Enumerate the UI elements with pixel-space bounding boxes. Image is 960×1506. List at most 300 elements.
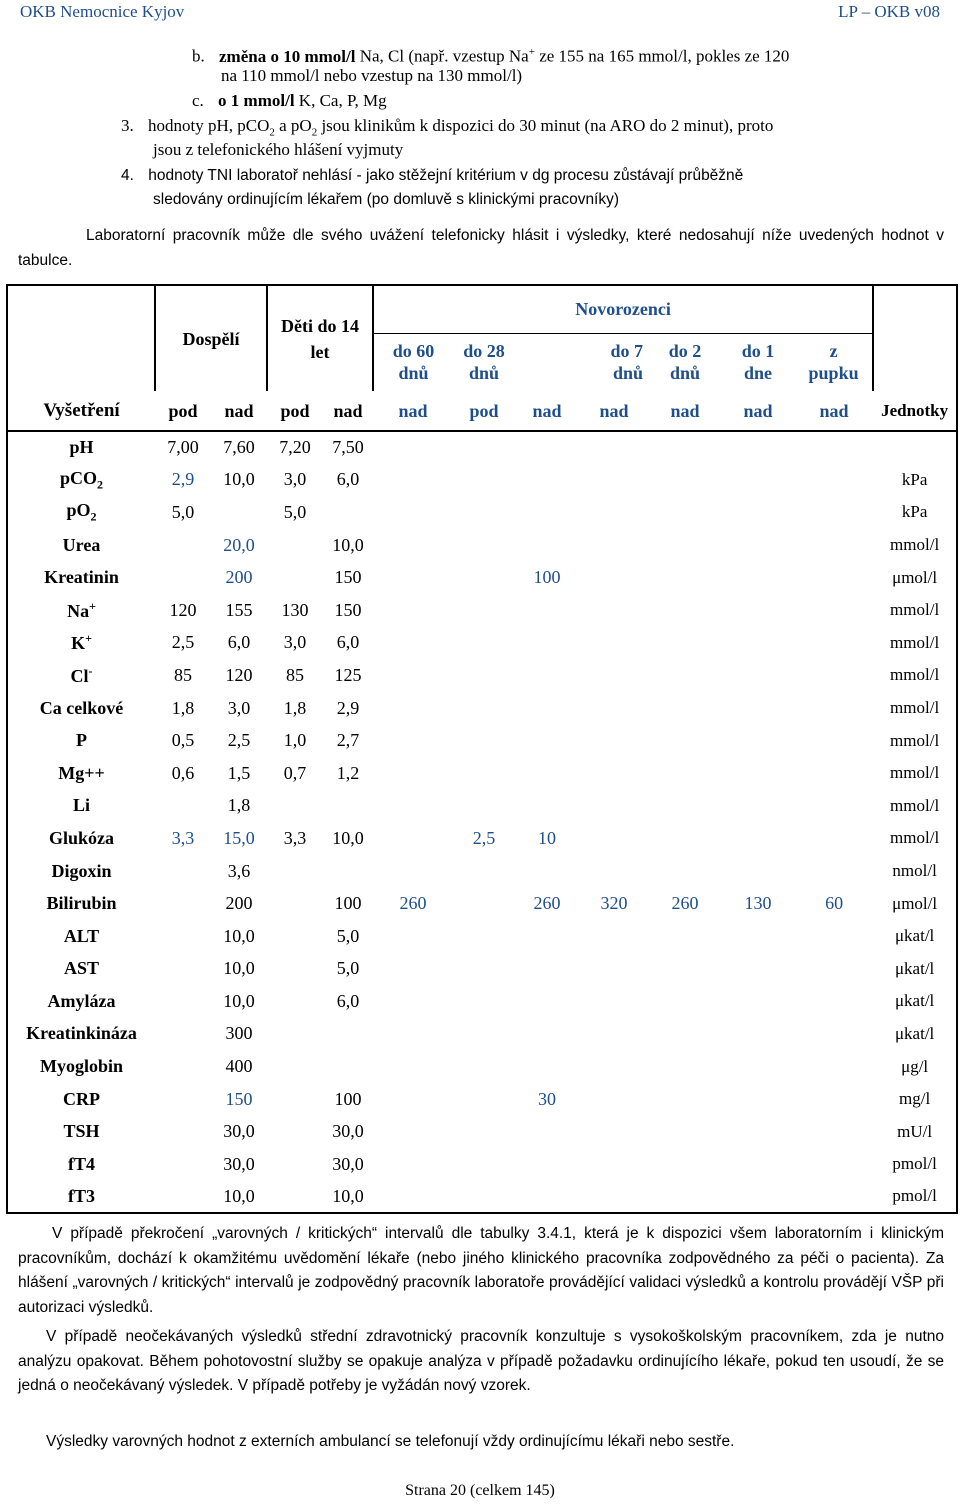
value-cell — [515, 594, 579, 627]
value-cell — [155, 887, 211, 920]
value-cell — [649, 790, 721, 823]
value-cell — [579, 757, 649, 790]
value-cell — [579, 529, 649, 562]
value-cell — [373, 627, 453, 660]
value-cell — [721, 724, 795, 757]
value-cell — [373, 855, 453, 888]
value-cell — [721, 561, 795, 594]
value-cell — [579, 1181, 649, 1214]
value-cell — [373, 1050, 453, 1083]
exam-name: Kreatinkináza — [7, 1018, 155, 1051]
value-cell — [373, 594, 453, 627]
header-do-28 — [453, 333, 515, 391]
value-cell: 10,0 — [223, 925, 255, 946]
value-cell — [721, 1018, 795, 1051]
header-newborns: Novorozenci — [373, 285, 873, 333]
value-cell: 30 — [538, 1088, 557, 1109]
value-cell: 1,0 — [283, 730, 307, 751]
value-cell — [721, 790, 795, 823]
value-cell — [373, 1083, 453, 1116]
unit-cell: mmol/l — [873, 692, 957, 725]
value-cell: 5,0 — [171, 501, 195, 522]
exam-name: Cl- — [7, 659, 155, 692]
exam-name: P — [7, 724, 155, 757]
value-cell — [795, 496, 873, 529]
col-head: nad — [795, 391, 873, 431]
value-cell: 120 — [169, 599, 197, 620]
unit-cell: pmol/l — [873, 1148, 957, 1181]
value-cell — [267, 1181, 323, 1214]
header-sub-label: do 1 dne — [741, 341, 775, 384]
value-cell: 1,2 — [336, 762, 360, 783]
value-cell — [649, 627, 721, 660]
value-cell — [155, 529, 211, 562]
col-head: nad — [579, 391, 649, 431]
value-cell — [453, 1018, 515, 1051]
paragraph-unexpected: V případě neočekávaných výsledků střední zdravotnický pracovník konzultuje s vysokoškolským pracovníkem, zda je nutno analýzu opakovat. Během pohotovostní služby se opakuje analýza v případě požadavku ordinujícího lékaře, pokud ten usoudí, že se jedná o neočekávaný výsledek. V případě potřeby je vyžádán nový vzorek. — [18, 1328, 944, 1395]
unit-cell: mmol/l — [873, 724, 957, 757]
value-cell — [649, 529, 721, 562]
unit-cell: μkat/l — [873, 985, 957, 1018]
value-cell — [453, 692, 515, 725]
value-cell — [795, 790, 873, 823]
value-cell — [267, 790, 323, 823]
unit-cell: mU/l — [873, 1115, 957, 1148]
list-text: Na, Cl (např. vzestup Na — [355, 46, 529, 66]
value-cell — [649, 496, 721, 529]
value-cell — [155, 790, 211, 823]
value-cell — [267, 887, 323, 920]
value-cell — [649, 1018, 721, 1051]
list-label: c. — [192, 91, 204, 110]
exam-name: $pO_2$ — [7, 496, 155, 529]
value-cell — [721, 855, 795, 888]
value-cell: 10,0 — [223, 469, 255, 490]
value-cell — [453, 920, 515, 953]
value-cell — [795, 692, 873, 725]
value-cell — [579, 561, 649, 594]
value-cell — [515, 790, 579, 823]
exam-name: fT3 — [7, 1181, 155, 1214]
value-cell: 5,0 — [336, 958, 360, 979]
value-cell: 130 — [744, 893, 772, 914]
value-cell: 3,6 — [227, 860, 251, 881]
value-cell — [373, 953, 453, 986]
paragraph-external: Výsledky varovných hodnot z externích ambulancí se telefonují vždy ordinujícímu lékaři nebo sestře. — [46, 1433, 735, 1450]
value-cell — [579, 594, 649, 627]
value-cell — [155, 561, 211, 594]
value-cell — [721, 985, 795, 1018]
value-cell — [649, 1115, 721, 1148]
value-cell — [267, 1115, 323, 1148]
unit-cell: pmol/l — [873, 1181, 957, 1214]
value-cell — [155, 985, 211, 1018]
value-cell: 30,0 — [332, 1153, 364, 1174]
exam-name: Bilirubin — [7, 887, 155, 920]
value-cell — [373, 1148, 453, 1181]
value-cell — [721, 659, 795, 692]
list-label: 4. — [121, 167, 134, 184]
value-cell — [721, 1148, 795, 1181]
value-cell — [267, 529, 323, 562]
value-cell — [795, 724, 873, 757]
header-sub-label: do 28 dnů — [463, 341, 505, 384]
value-cell — [373, 790, 453, 823]
value-cell — [579, 659, 649, 692]
table-row — [7, 431, 957, 464]
value-cell — [795, 920, 873, 953]
value-cell — [795, 561, 873, 594]
value-cell — [453, 496, 515, 529]
value-cell — [515, 464, 579, 497]
value-cell — [515, 1115, 579, 1148]
col-head: pod — [453, 391, 515, 431]
table-row — [7, 920, 957, 953]
value-cell — [453, 757, 515, 790]
value-cell — [453, 887, 515, 920]
value-cell: 7,60 — [223, 437, 255, 458]
table-row — [7, 496, 957, 529]
value-cell: 30,0 — [223, 1121, 255, 1142]
header-left: OKB Nemocnice Kyjov — [20, 2, 185, 21]
value-cell: 6,0 — [336, 469, 360, 490]
value-cell — [373, 985, 453, 1018]
value-cell: 6,0 — [227, 632, 251, 653]
value-cell — [515, 855, 579, 888]
value-cell: 2,9 — [171, 469, 195, 490]
value-cell — [579, 855, 649, 888]
exam-name: Li — [7, 790, 155, 823]
value-cell — [453, 1148, 515, 1181]
list-text: a pO — [274, 116, 312, 135]
exam-name: AST — [7, 953, 155, 986]
list-label: 3. — [121, 116, 134, 135]
value-cell: 2,9 — [336, 697, 360, 718]
value-cell: 100 — [334, 893, 362, 914]
value-cell: 100 — [334, 1088, 362, 1109]
value-cell — [649, 1148, 721, 1181]
value-cell — [721, 464, 795, 497]
value-cell — [373, 920, 453, 953]
value-cell: 200 — [225, 567, 253, 588]
exam-name: Kreatinin — [7, 561, 155, 594]
table-row — [7, 692, 957, 725]
value-cell: 60 — [825, 893, 844, 914]
value-cell — [515, 1050, 579, 1083]
col-head: pod — [267, 391, 323, 431]
value-cell: 10,0 — [211, 1181, 267, 1214]
value-cell: 3,0 — [283, 469, 307, 490]
list-item-4-cont: sledovány ordinujícím lékařem (po domluvě s klinickými pracovníky) — [153, 191, 620, 208]
value-cell: 1,8 — [283, 697, 307, 718]
value-cell — [515, 1148, 579, 1181]
value-cell: 3,0 — [227, 697, 251, 718]
unit-cell: mmol/l — [873, 627, 957, 660]
value-cell — [649, 594, 721, 627]
value-cell — [649, 659, 721, 692]
value-cell — [373, 822, 453, 855]
value-cell — [453, 724, 515, 757]
exam-name: Mg++ — [7, 757, 155, 790]
list-text: jsou klinikům k dispozici do 30 minut (na ARO do 2 minut), proto — [317, 116, 774, 135]
value-cell — [795, 985, 873, 1018]
value-cell — [515, 724, 579, 757]
value-cell — [579, 431, 649, 464]
unit-cell: μkat/l — [873, 953, 957, 986]
value-cell — [453, 561, 515, 594]
value-cell: 120 — [225, 664, 253, 685]
value-cell: 260 — [533, 893, 561, 914]
table-row — [7, 724, 957, 757]
value-cell — [721, 1050, 795, 1083]
header-do-7 — [515, 333, 649, 391]
value-cell — [515, 659, 579, 692]
value-cell: 10,0 — [332, 827, 364, 848]
value-cell — [649, 692, 721, 725]
list-item-3-cont: jsou z telefonického hlášení vyjmuty — [153, 140, 404, 159]
exam-name: Urea — [7, 529, 155, 562]
value-cell — [579, 464, 649, 497]
value-cell — [373, 561, 453, 594]
value-cell — [515, 496, 579, 529]
unit-cell: mmol/l — [873, 529, 957, 562]
value-cell — [721, 822, 795, 855]
value-cell — [795, 431, 873, 464]
value-cell — [649, 561, 721, 594]
col-head: nad — [721, 391, 795, 431]
value-cell — [515, 431, 579, 464]
value-cell — [579, 627, 649, 660]
value-cell — [721, 496, 795, 529]
value-cell: 260 — [399, 893, 427, 914]
col-head: nad — [323, 391, 373, 431]
value-cell: 400 — [225, 1056, 253, 1077]
value-cell — [453, 953, 515, 986]
value-cell — [795, 1148, 873, 1181]
value-cell — [373, 757, 453, 790]
header-children — [267, 285, 373, 391]
value-cell — [795, 627, 873, 660]
unit-cell: kPa — [873, 464, 957, 497]
exam-name: K+ — [7, 627, 155, 660]
list-bold: změna o 10 mmol/l — [219, 46, 356, 66]
value-cell: 7,50 — [332, 437, 364, 458]
value-cell: 125 — [334, 664, 362, 685]
header-do-1 — [721, 333, 795, 391]
list-item-b-cont: na 110 mmol/l nebo vzestup na 130 mmol/l) — [221, 66, 523, 85]
exam-name: ALT — [7, 920, 155, 953]
table-row — [7, 1148, 957, 1181]
value-cell — [649, 855, 721, 888]
col-head: pod — [155, 391, 211, 431]
value-cell — [649, 1181, 721, 1214]
unit-cell: μkat/l — [873, 1018, 957, 1051]
header-sub-label: do 2 dnů — [668, 341, 702, 384]
value-cell: 2,5 — [171, 632, 195, 653]
value-cell — [579, 790, 649, 823]
value-cell — [795, 855, 873, 888]
value-cell — [453, 594, 515, 627]
value-cell — [323, 790, 373, 823]
unit-cell — [873, 431, 957, 464]
value-cell — [721, 431, 795, 464]
value-cell: 2,5 — [472, 827, 496, 848]
list-item-c — [192, 89, 387, 113]
value-cell — [649, 431, 721, 464]
value-cell — [373, 496, 453, 529]
value-cell — [323, 1018, 373, 1051]
value-cell: 300 — [225, 1023, 253, 1044]
value-cell — [649, 757, 721, 790]
value-cell — [795, 953, 873, 986]
table-row — [7, 1181, 957, 1214]
column-header-row — [7, 391, 957, 431]
value-cell: 200 — [225, 893, 253, 914]
value-cell — [211, 496, 267, 529]
value-cell — [155, 855, 211, 888]
header-empty — [873, 285, 957, 391]
value-cell — [795, 464, 873, 497]
exam-name: Glukóza — [7, 822, 155, 855]
value-cell — [267, 1050, 323, 1083]
value-cell: 10,0 — [332, 534, 364, 555]
value-cell — [453, 659, 515, 692]
value-cell — [323, 855, 373, 888]
unit-cell: μkat/l — [873, 920, 957, 953]
list-text: K, Ca, P, Mg — [294, 91, 387, 110]
paragraph-warning: V případě překročení „varovných / kritických“ intervalů dle tabulky 3.4.1, která je k dispozici všem laboratorním i klinickým pracovníkům, dochází k okamžitému uvědomění lékaře (nebo jiného klinického pracovníka zodpovědného za péči o pacienta). Za hlášení „varovných / kritických“ intervalů je zodpovědný pracovník laboratoře provádějící validaci výsledků a kontrolu provádějí VŠP při autorizaci výsledků. — [18, 1225, 944, 1316]
header-children-label: Děti do 14 let — [281, 315, 360, 362]
value-cell — [373, 1115, 453, 1148]
value-cell — [721, 1083, 795, 1116]
exam-name: pCO$_2$ — [7, 464, 155, 497]
value-cell — [795, 659, 873, 692]
value-cell — [323, 496, 373, 529]
value-cell — [155, 1083, 211, 1116]
value-cell — [795, 529, 873, 562]
table-row — [7, 1050, 957, 1083]
intro-paragraph: Laboratorní pracovník může dle svého uvážení telefonicky hlásit i výsledky, které nedosahují níže uvedených hodnot v tabulce. — [18, 227, 944, 269]
value-cell — [373, 724, 453, 757]
value-cell — [155, 920, 211, 953]
table-row — [7, 1018, 957, 1051]
value-cell: 10,0 — [323, 1181, 373, 1214]
value-cell — [453, 627, 515, 660]
value-cell — [649, 1083, 721, 1116]
value-cell: 1,8 — [171, 697, 195, 718]
table-row — [7, 985, 957, 1018]
value-cell — [453, 1050, 515, 1083]
value-cell — [649, 724, 721, 757]
value-cell: 6,0 — [336, 990, 360, 1011]
header-adults: Dospělí — [155, 285, 267, 391]
value-cell — [721, 1115, 795, 1148]
header-sub-label: do 60 dnů — [392, 341, 435, 384]
value-cell — [649, 822, 721, 855]
value-cell — [795, 1050, 873, 1083]
value-cell — [579, 1083, 649, 1116]
value-cell — [795, 594, 873, 627]
value-cell — [267, 1083, 323, 1116]
exam-name: CRP — [7, 1083, 155, 1116]
value-cell: 320 — [600, 893, 628, 914]
value-cell — [579, 692, 649, 725]
value-cell: 155 — [225, 599, 253, 620]
value-cell: 0,7 — [283, 762, 307, 783]
value-cell — [579, 920, 649, 953]
list-label: b. — [192, 46, 205, 66]
value-cell — [795, 1181, 873, 1214]
value-cell — [721, 1181, 795, 1214]
value-cell — [323, 1050, 373, 1083]
value-cell — [515, 627, 579, 660]
col-head: nad — [515, 391, 579, 431]
value-cell: 3,3 — [283, 827, 307, 848]
exam-name: fT4 — [7, 1148, 155, 1181]
unit-cell: mmol/l — [873, 659, 957, 692]
value-cell — [579, 1050, 649, 1083]
value-cell — [267, 561, 323, 594]
list-sub: 2 — [269, 126, 275, 139]
value-cell: 7,00 — [167, 437, 199, 458]
value-cell — [579, 985, 649, 1018]
header-right: LP – OKB v08 — [838, 2, 940, 21]
unit-cell: mmol/l — [873, 822, 957, 855]
value-cell — [515, 920, 579, 953]
value-cell: 0,6 — [171, 762, 195, 783]
value-cell — [267, 1018, 323, 1051]
unit-cell: mmol/l — [873, 594, 957, 627]
table-row — [7, 822, 957, 855]
value-cell: 0,5 — [171, 730, 195, 751]
value-cell — [515, 985, 579, 1018]
value-cell — [373, 1181, 453, 1214]
value-cell: 150 — [334, 567, 362, 588]
header-sub-label: do 7 dnů — [610, 341, 644, 384]
value-cell: 3,0 — [283, 632, 307, 653]
header-do-60 — [373, 333, 453, 391]
table-row — [7, 659, 957, 692]
value-cell — [515, 529, 579, 562]
list-bold: o 1 mmol/l — [218, 91, 295, 110]
list-text: hodnoty TNI laboratoř nehlásí - jako stěžejní kritérium v dg procesu zůstávají průběžně — [148, 167, 744, 184]
unit-cell: μg/l — [873, 1050, 957, 1083]
col-head: nad — [649, 391, 721, 431]
critical-values-table — [6, 284, 958, 1214]
value-cell — [795, 1083, 873, 1116]
value-cell: 85 — [174, 664, 192, 685]
value-cell — [453, 855, 515, 888]
value-cell: 30,0 — [223, 1153, 255, 1174]
page-number: Strana 20 (celkem 145) — [405, 1482, 555, 1499]
value-cell: 1,8 — [227, 795, 251, 816]
list-text: hodnoty pH, pCO — [148, 116, 270, 135]
exam-name: Ca celkové — [7, 692, 155, 725]
header-units: Jednotky — [873, 391, 957, 431]
exam-name: Myoglobin — [7, 1050, 155, 1083]
value-cell — [721, 920, 795, 953]
value-cell — [267, 953, 323, 986]
header-do-2 — [649, 333, 721, 391]
value-cell: 6,0 — [336, 632, 360, 653]
unit-cell: μmol/l — [873, 887, 957, 920]
value-cell — [795, 1018, 873, 1051]
value-cell: 5,0 — [336, 925, 360, 946]
value-cell — [267, 1148, 323, 1181]
value-cell — [373, 529, 453, 562]
value-cell: 5,0 — [283, 501, 307, 522]
value-cell — [373, 1018, 453, 1051]
